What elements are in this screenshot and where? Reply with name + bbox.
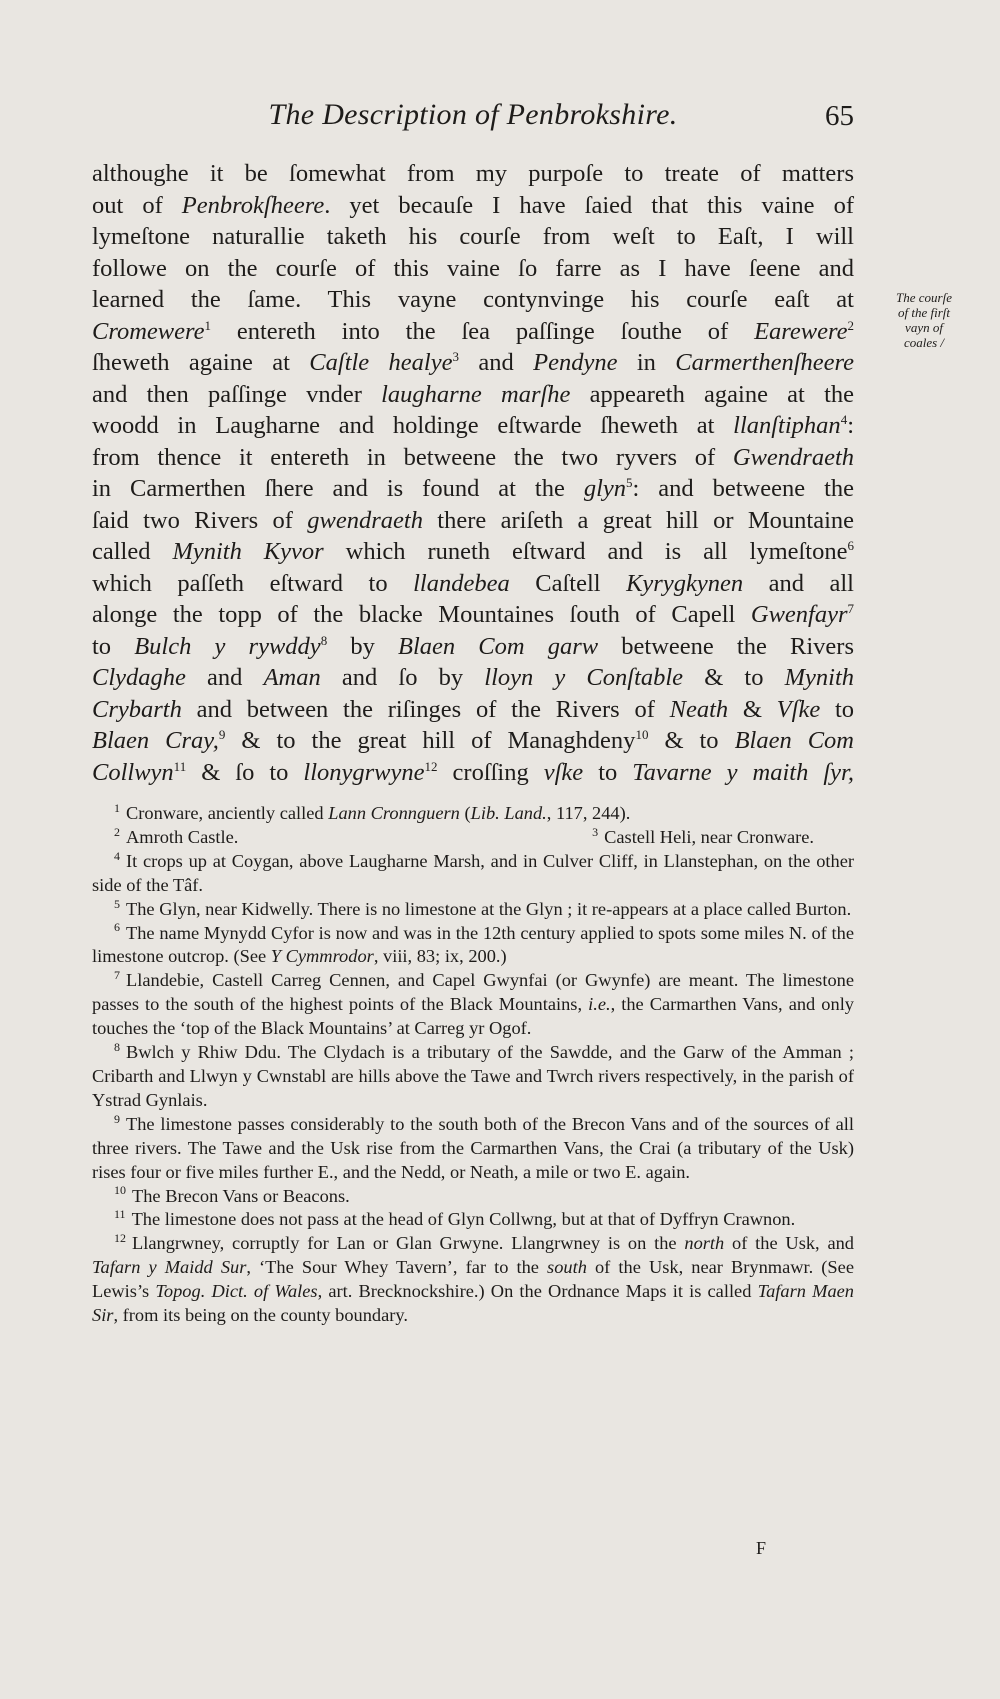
text-line: out of Penbrokſheere. yet becauſe I have ſaied that this vaine of — [92, 191, 855, 219]
margin-note-line: of the firſt — [898, 305, 950, 320]
margin-note-line: vayn of — [905, 320, 943, 335]
footnote-row — [92, 826, 854, 850]
footnote: $^4$ It crops up at Coygan, above Laugharne Marsh, and in Culver Cliff, in Llanstephan, on the other side of the Tâf. — [92, 848, 854, 895]
main-text — [92, 158, 854, 788]
text-line: Cromewere$^1$ entereth into the ſea paſſinge ſouthe of Earewere$^2$ — [92, 317, 854, 345]
footnote: $^1$ Cronware, anciently called Lann Cronnguern (Lib. Land., 117, 244). — [114, 800, 631, 823]
text-line: learned the ſame. This vayne contynvinge his courſe eaſt at — [92, 286, 854, 313]
footnote: $^8$ Bwlch y Rhiw Ddu. The Clydach is a tributary of the Sawdde, and the Garw of the Amman ; Cribarth and Llwyn y Cwnstabl are hills above the Tawe and Twrch rivers respectively, in the parish of Ystrad Gynlais. — [92, 1039, 854, 1110]
footnotes — [92, 802, 854, 1328]
text-line: Crybarth and between the riſinges of the Rivers of Neath & Vſke to — [92, 695, 854, 723]
text-line: Clydaghe and Aman and ſo by lloyn y Conſtable & to Mynith — [92, 664, 855, 691]
footnote: $^9$ The limestone passes considerably to the south both of the Brecon Vans and of the sources of all three rivers. The Tawe and the Usk rise from the Carmarthen Vans, the Crai (a tributary of the Usk) rises four or five miles further E., and the Nedd, or Neath, a mile or two E. again. — [92, 1111, 854, 1182]
text-line: followe on the courſe of this vaine ſo farre as I have ſeene and — [92, 254, 854, 282]
footnote: $^5$ The Glyn, near Kidwelly. There is no limestone at the Glyn ; it re-appears at a place called Burton. — [114, 896, 852, 919]
signature-mark: F — [756, 1538, 768, 1558]
text-line: althoughe it be ſomewhat from my purpoſe to treate of matters — [92, 160, 854, 187]
footnote: $^7$ Llandebie, Castell Carreg Cennen, and Capel Gwynfai (or Gwynfe) are meant. The limestone passes to the south of the highest points of the Black Mountains, i.e., the Carmarthen Vans, and only touches the ‘top of the Black Mountains’ at Carreg yr Ogof. — [92, 968, 854, 1039]
text-line: Blaen Cray,$^9$ & to the great hill of Managhdeny$^{10}$ & to Blaen Com — [92, 726, 854, 754]
footnote: $^{12}$ Llangrwney, corruptly for Lan or Glan Grwyne. Llangrwney is on the north of the Usk, and Tafarn y Maidd Sur, ‘The Sour Whey Tavern’, far to the south of the Usk, near Brynmawr. (See Lewis’s Topog. Dict. of Wales, art. Brecknockshire.) On the Ordnance Maps it is called Tafarn Maen Sir, from its being on the county boundary. — [92, 1231, 854, 1326]
text-line: alonge the topp of the blacke Mountaines ſouth of Capell Gwenfayr$^7$ — [92, 600, 854, 628]
text-line: called Mynith Kyvor which runeth eſtward and is all lymeſtone$^6$ — [92, 537, 854, 565]
margin-note — [864, 290, 984, 350]
text-line: in Carmerthen ſhere and is found at the glyn$^5$: and betweene the — [92, 474, 855, 502]
footnote: $^{11}$ The limestone does not pass at the head of Glyn Collwng, but at that of Dyffryn Crawnon. — [114, 1207, 796, 1230]
margin-note-line: The courſe — [896, 290, 952, 305]
footnote: $^6$ The name Mynydd Cyfor is now and was in the 12th century applied to spots some miles N. of the limestone outcrop. (See Y Cymmrodor, viii, 83; ix, 200.) — [92, 920, 854, 967]
page-header — [92, 98, 854, 138]
text-line: woodd in Laugharne and holdinge eſtwarde ſheweth at llanſtiphan$^4$: — [92, 411, 854, 439]
text-line: ſaid two Rivers of gwendraeth there ariſeth a great hill or Mountaine — [92, 506, 854, 534]
footnote: $^3$ Castell Heli, near Cronware. — [592, 824, 814, 847]
running-title: The Description of Penbrokshire. — [268, 98, 678, 131]
text-line: which paſſeth eſtward to llandebea Caſtell Kyrygkynen and all — [92, 569, 854, 597]
margin-note-line: coales / — [903, 335, 945, 350]
text-line: Collwyn$^{11}$ & ſo to llonygrwyne$^{12}$ croſſing vſke to Tavarne y maith ſyr, — [92, 758, 854, 786]
text-line: to Bulch y rywddy$^8$ by Blaen Com garw betweene the Rivers — [92, 632, 854, 660]
page-number: 65 — [825, 100, 854, 132]
text-line: lymeſtone naturallie taketh his courſe from weſt to Eaſt, I will — [92, 223, 854, 250]
footnote: $^{10}$ The Brecon Vans or Beacons. — [114, 1183, 350, 1206]
footnote: $^2$ Amroth Castle. — [114, 824, 239, 847]
text-line: and then paſſinge vnder laugharne marſhe appeareth againe at the — [92, 380, 854, 408]
text-line: ſheweth againe at Caſtle healye$^3$ and Pendyne in Carmerthenſheere — [92, 348, 854, 376]
text-line: from thence it entereth in betweene the two ryvers of Gwendraeth — [92, 443, 854, 471]
